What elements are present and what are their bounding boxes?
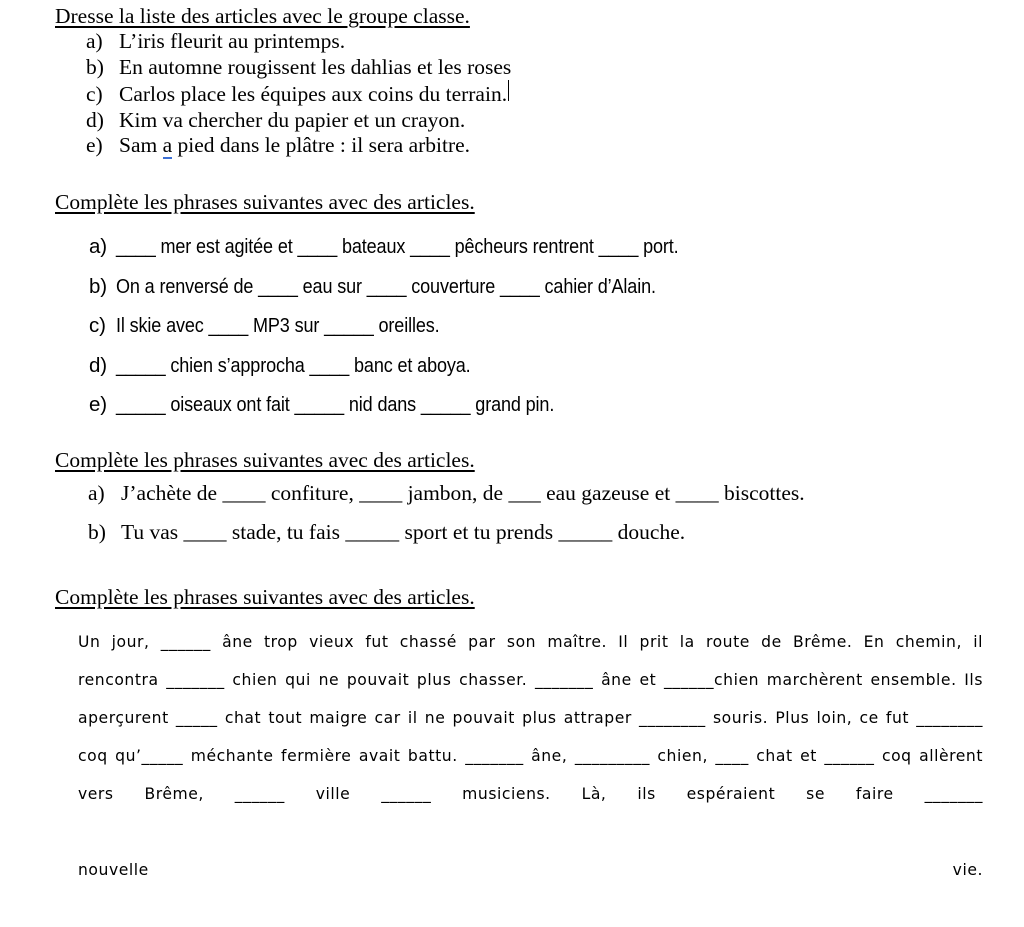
section-3 [55, 448, 805, 552]
list-item [89, 227, 755, 267]
section-4 [55, 585, 983, 927]
list-marker: b) [86, 54, 104, 79]
section-1 [55, 4, 511, 159]
fill-in-blank-sentence[interactable]: J’achète de ____ confiture, ____ jambon, de ___ eau gazeuse et ____ biscottes. [121, 481, 805, 506]
list-item [86, 80, 511, 108]
section-3-heading: Complète les phrases suivantes avec des articles. [55, 448, 475, 472]
list-marker: e) [89, 393, 107, 417]
list-item [89, 346, 755, 386]
grammar-flagged-word[interactable]: a [162, 133, 173, 158]
list-marker: b) [88, 520, 106, 545]
list-marker: a) [89, 235, 107, 259]
section-1-heading: Dresse la liste des articles avec le groupe classe. [55, 4, 470, 28]
list-item-text: Carlos place les équipes aux coins du terrain. [119, 82, 508, 107]
list-item [88, 513, 805, 552]
list-item-text: Kim va chercher du papier et un crayon. [119, 107, 466, 132]
fill-in-blank-sentence[interactable]: _____ chien s’approcha ____ banc et aboya. [116, 353, 471, 377]
list-marker: d) [89, 353, 107, 377]
section-2 [55, 190, 755, 425]
section-1-list [55, 29, 511, 159]
section-2-list [55, 227, 755, 425]
fill-in-blank-paragraph-last-line[interactable]: nouvelle vie. [78, 861, 983, 880]
list-item [86, 108, 511, 134]
list-marker: a) [86, 29, 103, 54]
list-item [89, 306, 755, 346]
list-item-text: En automne rougissent les dahlias et les roses [119, 54, 512, 79]
list-item-text: L’iris fleurit au printemps. [119, 29, 346, 54]
list-item-text-after: pied dans le plâtre : il sera arbitre. [172, 133, 471, 158]
section-4-heading: Complète les phrases suivantes avec des articles. [55, 585, 475, 609]
list-item [89, 385, 755, 425]
text-caret [508, 80, 509, 101]
fill-in-blank-sentence[interactable]: Tu vas ____ stade, tu fais _____ sport et tu prends _____ douche. [121, 520, 686, 545]
list-item-text [119, 133, 470, 159]
section-2-heading: Complète les phrases suivantes avec des articles. [55, 190, 475, 214]
list-marker: c) [86, 82, 103, 107]
list-item [89, 267, 755, 307]
list-marker: d) [86, 107, 104, 132]
fill-in-blank-sentence[interactable]: Il skie avec ____ MP3 sur _____ oreilles. [116, 314, 440, 338]
fill-in-blank-paragraph[interactable]: Un jour, ______ âne trop vieux fut chassé par son maître. Il prit la route de Brême. En chemin, il rencontra _______ chien qui ne pouvait plus chasser. _______ âne et ______chien marchèrent ensemble. Ils aperçurent _____ chat tout maigre car il ne pouvait plus attraper ________ souris. Plus loin, ce fut ________ coq qu’_____ méchante fermière avait battu. _______ âne, _________ chien, ____ chat et ______ coq allèrent vers Brême, ______ ville ______ musiciens. Là, ils espéraient se faire _______ [78, 633, 983, 804]
fill-in-blank-sentence[interactable]: ____ mer est agitée et ____ bateaux ____ pêcheurs rentrent ____ port. [116, 235, 679, 259]
list-item [86, 29, 511, 55]
list-marker: c) [89, 314, 106, 338]
fill-in-blank-sentence[interactable]: _____ oiseaux ont fait _____ nid dans _____ grand pin. [116, 393, 555, 417]
list-marker: b) [89, 274, 107, 298]
section-3-list [55, 474, 805, 552]
list-marker: e) [86, 133, 103, 158]
list-item-text-before: Sam [119, 133, 163, 158]
list-item [86, 55, 511, 81]
fill-in-blank-sentence[interactable]: On a renversé de ____ eau sur ____ couverture ____ cahier d’Alain. [116, 274, 656, 298]
list-item [86, 133, 511, 159]
list-item [88, 474, 805, 513]
list-marker: a) [88, 481, 105, 506]
